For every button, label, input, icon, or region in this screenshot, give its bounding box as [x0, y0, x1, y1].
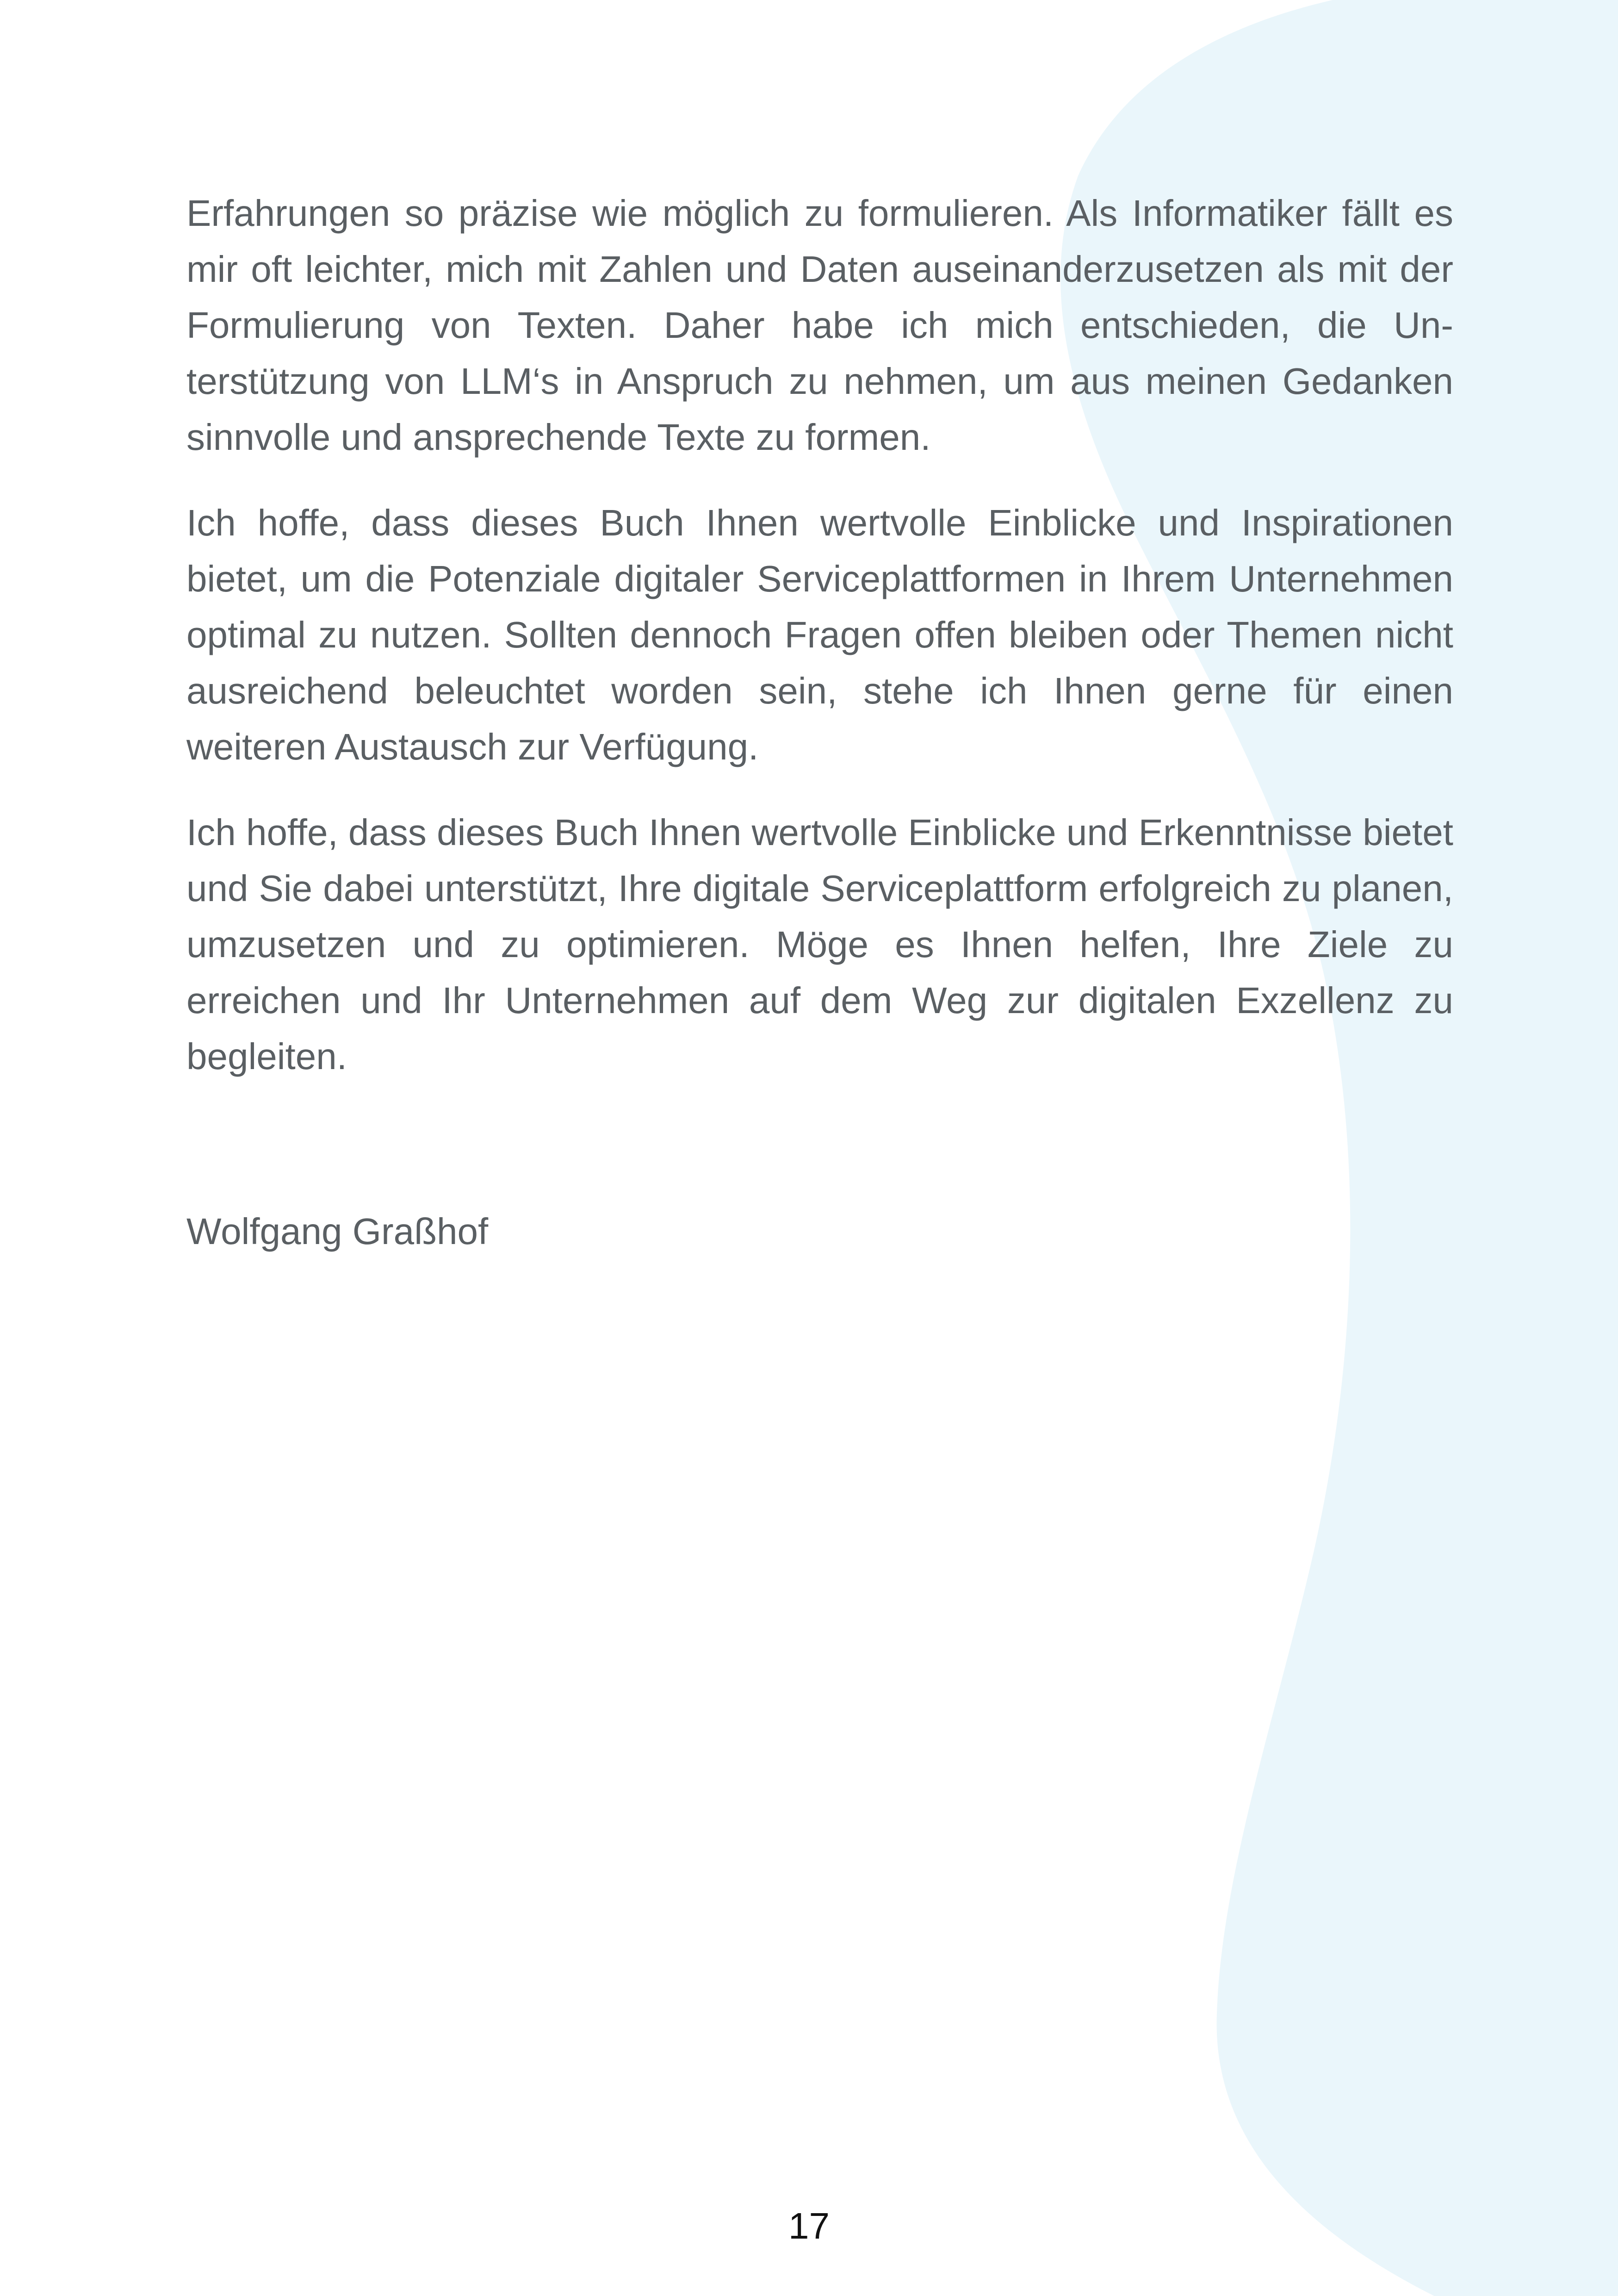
page-number: 17	[788, 2205, 830, 2246]
paragraph-3: Ich hoffe, dass dieses Buch Ihnen wertvolle Einblicke und Erkenntnisse bietet und Sie dabei unterstützt, Ihre digitale Serviceplattform erfolgreich zu planen, umzusetzen und zu optimieren. Möge es Ihnen helfen, Ihre Ziele zu erreichen und Ihr Unternehmen auf dem Weg zur digitalen Exzellenz zu begleiten.	[186, 812, 1453, 1077]
author-signature: Wolfgang Graßhof	[186, 1211, 489, 1252]
page-body	[186, 185, 1453, 1114]
paragraph-2: Ich hoffe, dass dieses Buch Ihnen wertvolle Einblicke und Inspirationen bietet, um die Potenziale digitaler Serviceplattformen in Ihrem Unternehmen optimal zu nutzen. Sollten dennoch Fragen offen bleiben oder Themen nicht ausreichend beleuchtet worden sein, stehe ich Ihnen gerne für einen weiteren Austausch zur Verfügung.	[186, 502, 1453, 767]
paragraph-1: Erfahrungen so präzise wie möglich zu formulieren. Als Informatiker fällt es mir oft leichter, mich mit Zahlen und Daten auseinanderzusetzen als mit der Formulierung von Texten. Daher habe ich mich entschieden, die Unterstützung von LLM‘s in Anspruch zu nehmen, um aus meinen Gedanken sinnvolle und ansprechende Texte zu formen.	[186, 193, 1453, 458]
